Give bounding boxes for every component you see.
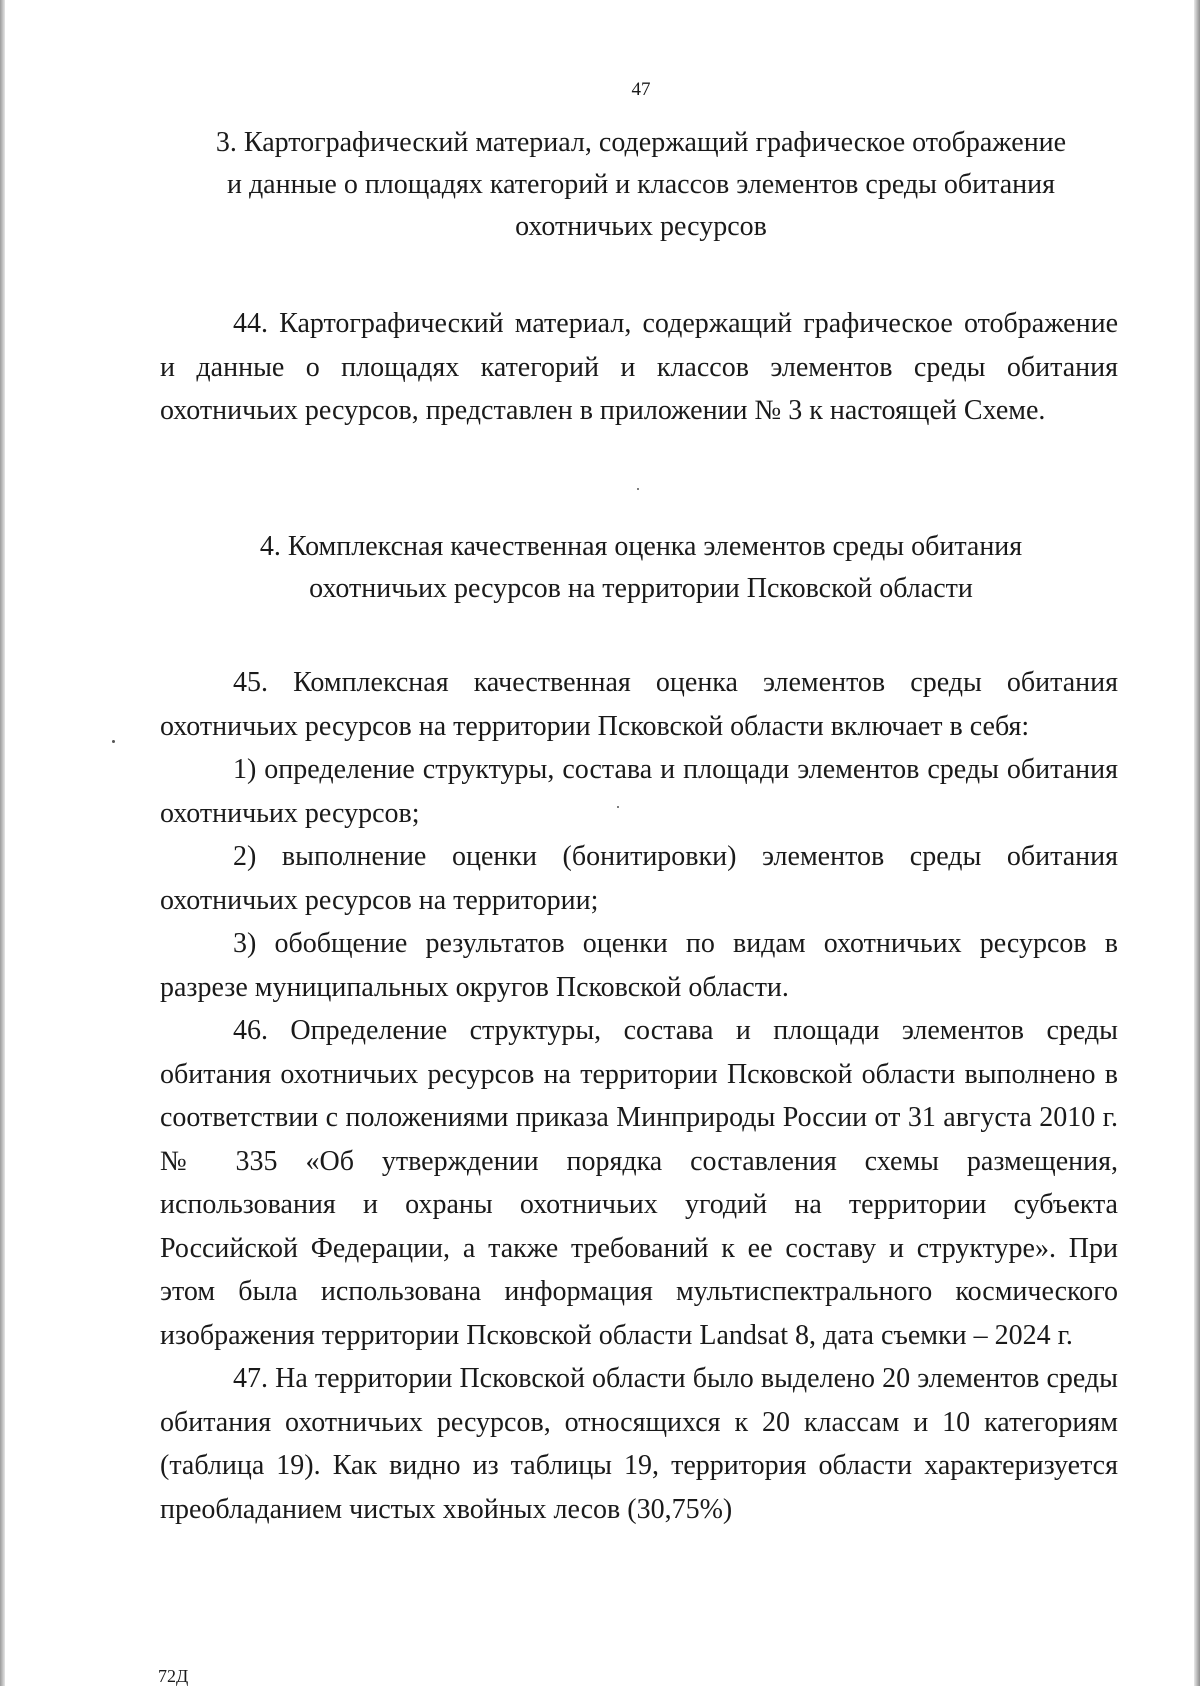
scan-edge-right [1194, 0, 1200, 1686]
paragraph-46: 46. Определение структуры, состава и площади элементов среды обитания охотничьих ресурсов на территории Псковской области выполнено в соответствии с положениями приказа Минприроды России от 31 августа 2010 г. № 335 «Об утверждении порядка составления схемы размещения, использования и охраны охотничьих угодий на территории субъекта Российской Федерации, а также требований к ее составу и структуре». При этом была использована информация мультиспектрального космического изображения территории Псковской области Landsat 8, дата съемки – 2024 г. [160, 1015, 1118, 1351]
section-4-heading [160, 526, 1122, 610]
scan-speck [112, 740, 115, 743]
heading-line: 4. Комплексная качественная оценка элементов среды обитания [259, 531, 1023, 562]
heading-line: 3. Картографический материал, содержащий графическое отображение [215, 127, 1067, 158]
footer-code: 72Д [158, 1666, 189, 1686]
heading-line: охотничьих ресурсов [515, 211, 767, 242]
section-4-body [160, 661, 1118, 1531]
heading-line: и данные о площадях категорий и классов элементов среды обитания [226, 169, 1056, 200]
section-3-heading [160, 122, 1122, 248]
scan-edge-left [0, 0, 5, 1686]
list-item-2: 2) выполнение оценки (бонитировки) элементов среды обитания охотничьих ресурсов на территории; [160, 841, 1118, 916]
scan-speck [637, 488, 639, 490]
paragraph-45: 45. Комплексная качественная оценка элементов среды обитания охотничьих ресурсов на территории Псковской области включает в себя: [160, 667, 1118, 742]
page-number: 47 [631, 79, 651, 100]
list-item-1: 1) определение структуры, состава и площади элементов среды обитания охотничьих ресурсов; [160, 754, 1118, 829]
list-item-3: 3) обобщение результатов оценки по видам охотничьих ресурсов в разрезе муниципальных округов Псковской области. [160, 928, 1118, 1003]
heading-line: охотничьих ресурсов на территории Псковской области [309, 573, 973, 604]
section-3-body [160, 302, 1118, 433]
paragraph-47: 47. На территории Псковской области было выделено 20 элементов среды обитания охотничьих ресурсов, относящихся к 20 классам и 10 категориям (таблица 19). Как видно из таблицы 19, территория области характеризуется преобладанием чистых хвойных лесов (30,75%) [160, 1363, 1118, 1525]
paragraph-44: 44. Картографический материал, содержащий графическое отображение и данные о площадях категорий и классов элементов среды обитания охотничьих ресурсов, представлен в приложении № 3 к настоящей Схеме. [160, 308, 1118, 426]
scan-speck [617, 806, 619, 808]
